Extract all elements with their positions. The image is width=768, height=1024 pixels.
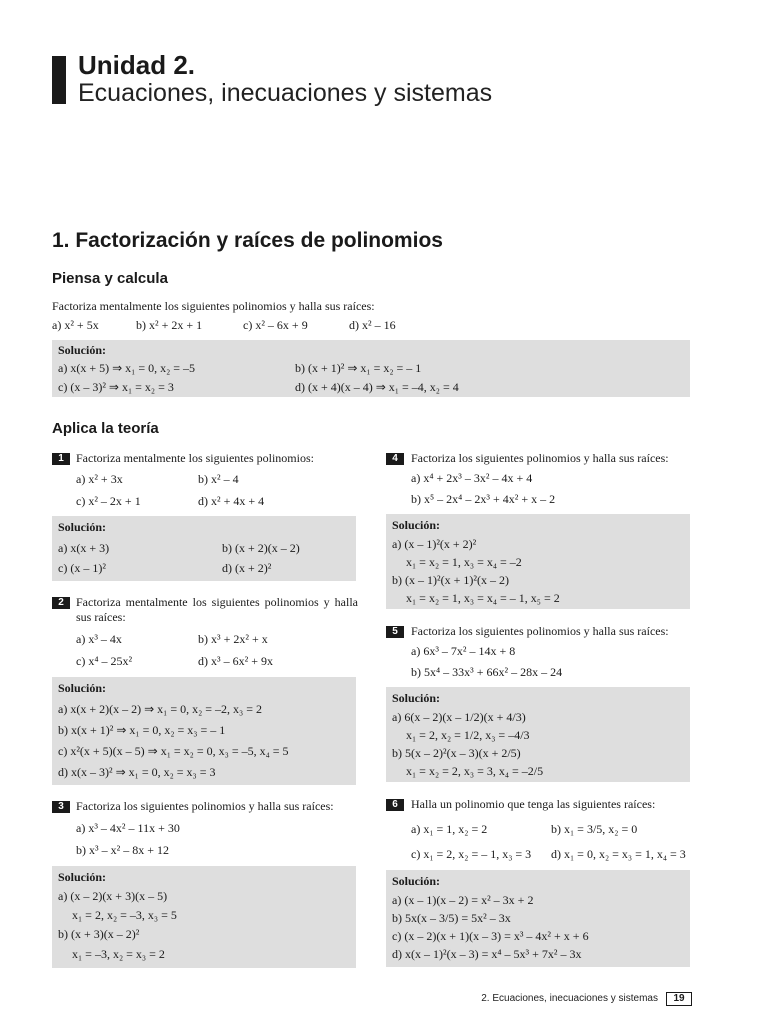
exercise-statement: Factoriza los siguientes polinomios y halla sus raíces: [411, 451, 669, 465]
section-title: 1. Factorización y raíces de polinomios [52, 229, 443, 252]
unit-subtitle: Ecuaciones, inecuaciones y sistemas [78, 79, 493, 107]
exercise-item: b) 5x⁴ – 33x³ + 66x² – 28x – 24 [411, 665, 563, 679]
exercise-statement: Factoriza los siguientes polinomios y halla sus raíces: [411, 624, 669, 638]
page-number: 19 [666, 992, 692, 1006]
solution-line: a) (x – 1)²(x + 2)² [392, 537, 477, 551]
solution-line: b) (x + 3)(x – 2)² [58, 927, 140, 941]
solution-line: x₁ = x₂ = 1, x₃ = x₄ = –2 [406, 555, 522, 569]
exercise-item: a) x³ – 4x² – 11x + 30 [76, 821, 180, 835]
exercise-item: d) x² + 4x + 4 [198, 494, 265, 508]
aplica-title: Aplica la teoría [52, 420, 159, 437]
exercise-number-badge: 5 [386, 626, 404, 638]
solution-line: c) (x – 2)(x + 1)(x – 3) = x³ – 4x² + x + 6 [392, 929, 589, 943]
exercise-statement: Halla un polinomio que tenga las siguientes raíces: [411, 797, 656, 811]
solution-label: Solución: [58, 343, 107, 357]
solution-label: Solución: [392, 874, 441, 888]
solution-line: a) (x – 1)(x – 2) = x² – 3x + 2 [392, 893, 534, 907]
exercise-item: c) x⁴ – 25x² [76, 654, 133, 668]
exercise-statement: Factoriza mentalmente los siguientes polinomios: [76, 451, 314, 465]
exercise-number-badge: 1 [52, 453, 70, 465]
exercise-item: a) x₁ = 1, x₂ = 2 [411, 822, 488, 836]
exercise-statement: Factoriza los siguientes polinomios y halla sus raíces: [76, 799, 334, 813]
solution-line: x₁ = x₂ = 2, x₃ = 3, x₄ = –2/5 [406, 764, 544, 778]
piensa-statement: Factoriza mentalmente los siguientes polinomios y halla sus raíces: [52, 299, 375, 313]
exercise-number-badge: 6 [386, 799, 404, 811]
exercise-item: d) x³ – 6x² + 9x [198, 654, 273, 668]
exercise-statement: Factoriza mentalmente los siguientes polinomios y halla sus raíces: [76, 595, 358, 624]
exercise-item: a) 6x³ – 7x² – 14x + 8 [411, 644, 516, 658]
solution-line: d) x(x – 3)² ⇒ x₁ = 0, x₂ = x₃ = 3 [58, 765, 216, 779]
solution-line: d) (x + 2)² [222, 561, 272, 575]
unit-bar [52, 56, 66, 104]
exercise-solution-box [386, 687, 690, 782]
exercise-solution-box [52, 866, 356, 968]
solution-label: Solución: [392, 518, 441, 532]
exercise-item: c) x² – 2x + 1 [76, 494, 141, 508]
solution-line: b) 5(x – 2)²(x – 3)(x + 2/5) [392, 746, 521, 760]
solution-line: x₁ = 2, x₂ = 1/2, x₃ = –4/3 [406, 728, 530, 742]
exercise-item: a) x⁴ + 2x³ – 3x² – 4x + 4 [411, 471, 533, 485]
unit-title: Unidad 2. [78, 50, 196, 80]
solution-line: c) x²(x + 5)(x – 5) ⇒ x₁ = x₂ = 0, x₃ = –5, x₄ = 5 [58, 744, 289, 758]
solution-label: Solución: [58, 681, 107, 695]
solution-label: Solución: [58, 520, 107, 534]
exercise-item: b) x³ – x² – 8x + 12 [76, 843, 169, 857]
solution-line: d) x(x – 1)²(x – 3) = x⁴ – 5x³ + 7x² – 3x [392, 947, 582, 961]
solution-line: b) 5x(x – 3/5) = 5x² – 3x [392, 911, 511, 925]
solution-line: c) (x – 1)² [58, 561, 106, 575]
solution-line: b) x(x + 1)² ⇒ x₁ = 0, x₂ = x₃ = – 1 [58, 723, 226, 737]
solution-line: a) (x – 2)(x + 3)(x – 5) [58, 889, 168, 903]
exercise-number-badge: 2 [52, 597, 70, 609]
solution-line: d) (x + 4)(x – 4) ⇒ x₁ = –4, x₂ = 4 [295, 380, 459, 394]
piensa-title: Piensa y calcula [52, 270, 168, 287]
exercise-solution-box [52, 677, 356, 785]
solution-line: b) (x + 1)² ⇒ x₁ = x₂ = – 1 [295, 361, 422, 375]
exercise-number-badge: 4 [386, 453, 404, 465]
footer-text: 2. Ecuaciones, inecuaciones y sistemas [481, 993, 658, 1004]
solution-line: a) 6(x – 2)(x – 1/2)(x + 4/3) [392, 710, 526, 724]
piensa-item: d) x² – 16 [349, 318, 396, 332]
exercise-solution-box [386, 870, 690, 967]
piensa-item: c) x² – 6x + 9 [243, 318, 308, 332]
exercise-number-badge: 3 [52, 801, 70, 813]
exercise-item: a) x³ – 4x [76, 632, 122, 646]
solution-label: Solución: [58, 870, 107, 884]
piensa-solution-box [52, 340, 690, 397]
exercise-item: b) x² – 4 [198, 472, 239, 486]
solution-line: a) x(x + 2)(x – 2) ⇒ x₁ = 0, x₂ = –2, x₃ = 2 [58, 702, 262, 716]
solution-line: x₁ = x₂ = 1, x₃ = x₄ = – 1, x₅ = 2 [406, 591, 560, 605]
exercise-solution-box [386, 514, 690, 609]
piensa-item: a) x² + 5x [52, 318, 99, 332]
solution-line: a) x(x + 3) [58, 541, 110, 555]
solution-line: x₁ = 2, x₂ = –3, x₃ = 5 [72, 908, 177, 922]
solution-line: c) (x – 3)² ⇒ x₁ = x₂ = 3 [58, 380, 174, 394]
solution-line: b) (x – 1)²(x + 1)²(x – 2) [392, 573, 509, 587]
solution-line: a) x(x + 5) ⇒ x₁ = 0, x₂ = –5 [58, 361, 196, 375]
exercise-item: b) x₁ = 3/5, x₂ = 0 [551, 822, 638, 836]
solution-label: Solución: [392, 691, 441, 705]
exercise-item: b) x³ + 2x² + x [198, 632, 268, 646]
exercise-item: d) x₁ = 0, x₂ = x₃ = 1, x₄ = 3 [551, 847, 686, 861]
solution-line: b) (x + 2)(x – 2) [222, 541, 300, 555]
solution-line: x₁ = –3, x₂ = x₃ = 2 [72, 947, 165, 961]
exercise-item: a) x² + 3x [76, 472, 123, 486]
exercise-item: b) x⁵ – 2x⁴ – 2x³ + 4x² + x – 2 [411, 492, 556, 506]
exercise-item: c) x₁ = 2, x₂ = – 1, x₃ = 3 [411, 847, 532, 861]
piensa-item: b) x² + 2x + 1 [136, 318, 203, 332]
exercise-solution-box [52, 516, 356, 581]
